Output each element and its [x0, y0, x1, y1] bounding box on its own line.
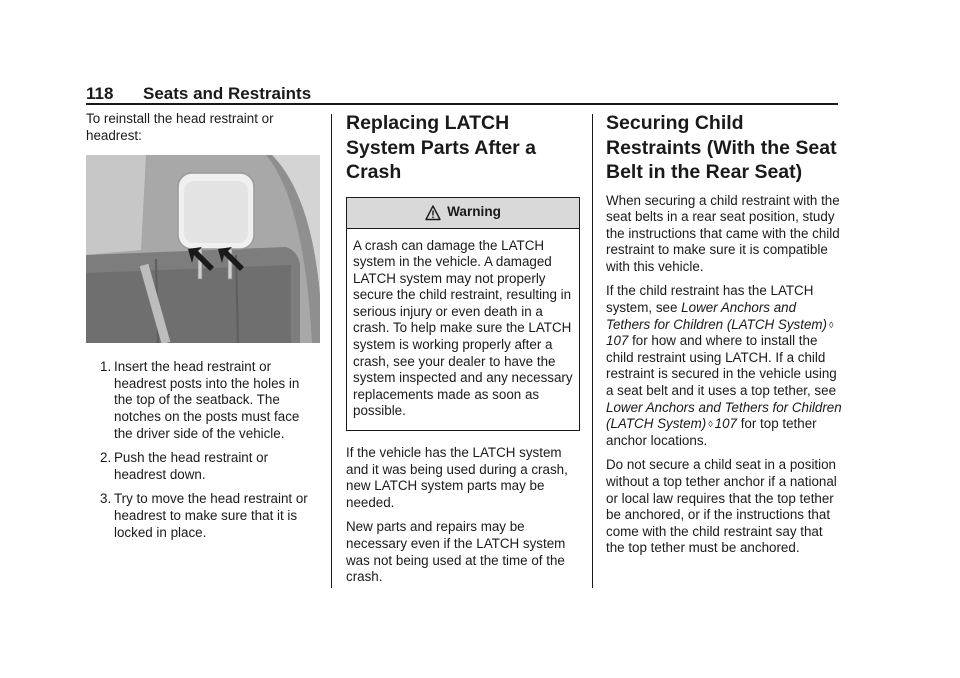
latch-paragraph-2: New parts and repairs may be necessary even if the LATCH system was not being used at the time of the crash. [346, 519, 566, 585]
latch-paragraph-1: If the vehicle has the LATCH system and it was being used during a crash, new LATCH system parts may be needed. [346, 445, 568, 510]
list-item [86, 491, 321, 541]
step-text: Try to move the head restraint or headrest to make sure that it is locked in place. [114, 491, 308, 540]
list-item [86, 450, 321, 483]
securing-paragraph-1: When securing a child restraint with the seat belts in a rear seat position, study the instructions that came with the child restraint to make sure it is compatible with this vehicle. [606, 192, 840, 274]
warning-body: A crash can damage the LATCH system in the vehicle. A damaged LATCH system may not properly secure the child restraint, resulting in serious injury or even death in a crash. To help make sure the LATCH system is working properly after a crash, see your dealer to have the system inspected and any necessary replacements made as soon as possible. [353, 237, 573, 419]
text-run: If the child restraint has the LATCH system, see [606, 283, 814, 316]
step-text: Insert the head restraint or headrest posts into the holes in the top of the seatback. The notches on the posts must face the driver side of the vehicle. [114, 359, 300, 441]
headrest-illustration [86, 155, 320, 343]
step-number: 3. [100, 491, 112, 507]
warning-box [346, 197, 580, 432]
list-item [86, 359, 321, 442]
section-title: Seats and Restraints [143, 84, 312, 103]
headrest-photo [86, 155, 320, 343]
securing-paragraph-3: Do not secure a child seat in a position without a top tether anchor if a national or local law requires that the top tether be anchored, or if the instructions that come with the child restraint say that the top tether must be anchored. [606, 457, 837, 556]
column-1 [86, 111, 321, 549]
ref-page: 107 [714, 416, 737, 432]
page-number: 118 [86, 84, 114, 103]
securing-paragraph-2 [606, 283, 842, 449]
ref-title: Lower Anchors and Tethers for Children (LATCH System) [606, 399, 842, 432]
install-steps-list [86, 359, 321, 541]
header-rule [86, 103, 838, 105]
ref-page: 107 [606, 333, 629, 349]
column-2 [346, 111, 580, 594]
column-divider-1 [331, 114, 332, 588]
page-reference-icon: ◊ [708, 419, 713, 430]
warning-triangle-icon [425, 205, 441, 221]
step-number: 1. [100, 359, 112, 375]
step-text: Push the head restraint or headrest down. [114, 450, 269, 482]
text-run: for how and where to install the child restraint using LATCH. If a child restraint is secured in the vehicle using a seat belt and it uses a top tether, see [606, 333, 837, 399]
step-number: 2. [100, 450, 112, 466]
latch-replacement-heading: Replacing LATCH System Parts After a Crash [346, 112, 537, 183]
securing-child-restraints-heading: Securing Child Restraints (With the Seat Belt in the Rear Seat) [606, 112, 837, 183]
page-header [86, 84, 838, 104]
warning-header [347, 198, 579, 229]
ref-title: Lower Anchors and Tethers for Children (LATCH System) [606, 300, 828, 332]
column-3 [606, 111, 842, 565]
text-run: for top tether anchor locations. [606, 416, 817, 448]
intro-paragraph: To reinstall the head restraint or headrest: [86, 111, 274, 143]
warning-title: Warning [447, 204, 501, 220]
page-reference-icon: ◊ [829, 319, 834, 330]
column-divider-2 [592, 114, 593, 588]
